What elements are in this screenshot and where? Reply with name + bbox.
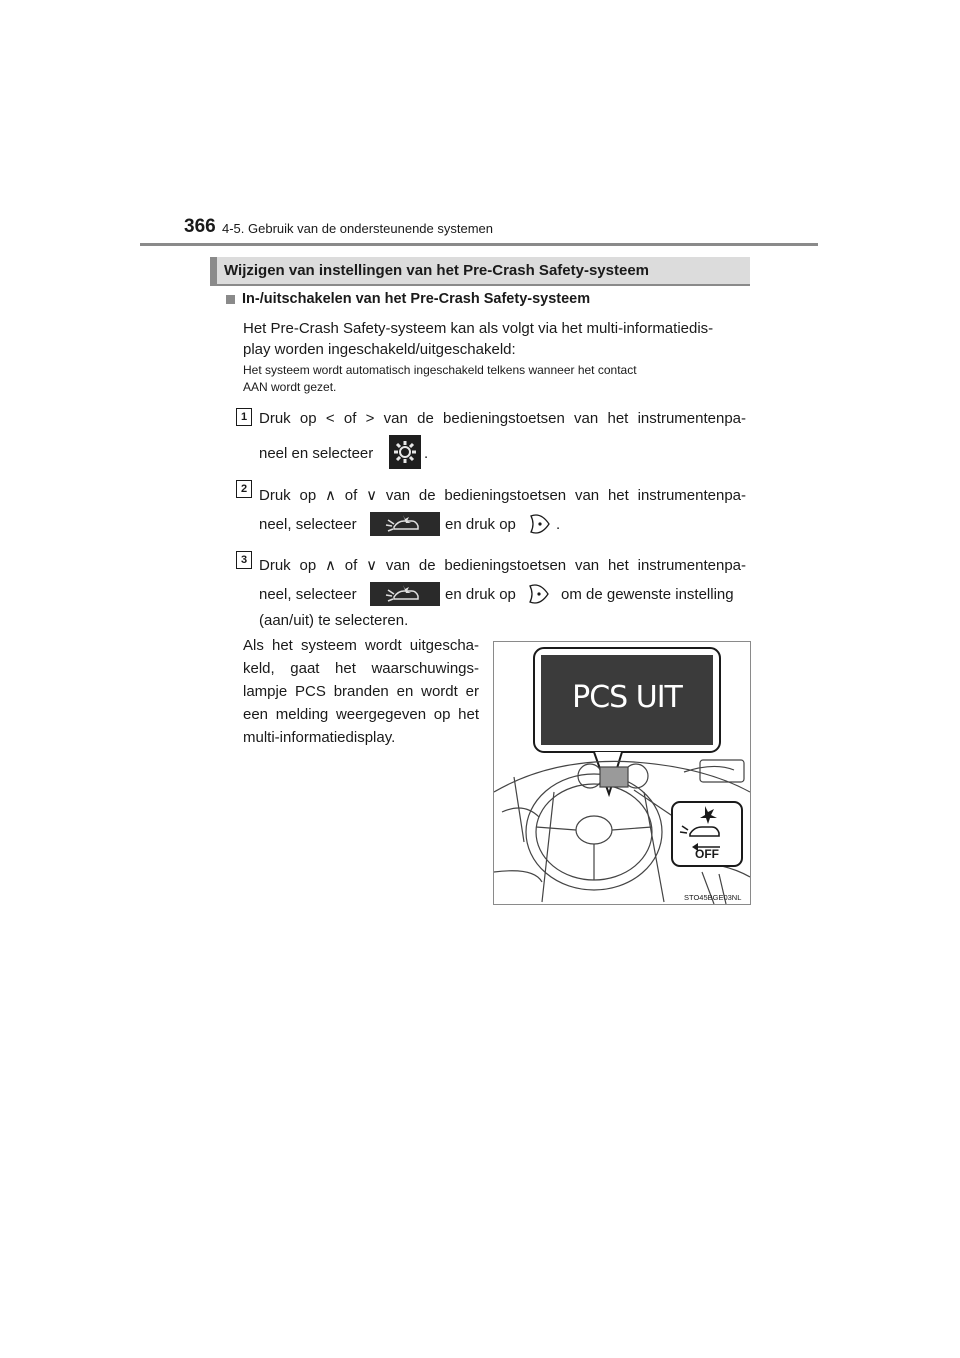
chapter-title: 4-5. Gebruik van de ondersteunende systemen bbox=[222, 221, 494, 236]
step-3-line-2-start: neel, selecteer bbox=[259, 586, 357, 603]
step-2-line-2-start: neel, selecteer bbox=[259, 516, 357, 533]
figure-code: STO45BGE03NL bbox=[684, 893, 742, 902]
subsection-title: In-/uitschakelen van het Pre-Crash Safety-systeem bbox=[242, 291, 591, 307]
step-1-line-2-end: . bbox=[424, 445, 429, 462]
step-2-number: 2 bbox=[236, 480, 252, 498]
pcs-off-indicator-label: OFF bbox=[695, 847, 719, 861]
result-line-5: multi-informatiedisplay. bbox=[243, 729, 396, 746]
step-3-line-1: Druk op ∧ of ∨ van de bedieningstoetsen van het instrumentenpa- bbox=[259, 557, 746, 574]
page-number: 366 bbox=[184, 216, 216, 237]
pcs-icon-graphic bbox=[370, 582, 440, 606]
note-line-2: AAN wordt gezet. bbox=[243, 380, 337, 394]
result-line-3: lampje PCS branden en wordt er bbox=[243, 683, 479, 700]
step-2-line-1: Druk op ∧ of ∨ van de bedieningstoetsen van het instrumentenpa- bbox=[259, 487, 746, 504]
note-line-1: Het systeem wordt automatisch ingeschakeld telkens wanneer het contact bbox=[243, 363, 637, 377]
intro-line-1: Het Pre-Crash Safety-systeem kan als volgt via het multi-informatiedis- bbox=[243, 320, 714, 337]
subsection-bullet-icon bbox=[226, 295, 235, 304]
display-message: PCS UIT bbox=[572, 680, 682, 715]
gear-icon-graphic bbox=[389, 435, 421, 469]
pcs-icon bbox=[370, 512, 440, 536]
ok-button-icon bbox=[525, 580, 553, 608]
step-1-line-2-start: neel en selecteer bbox=[259, 445, 374, 462]
step-2-line-2-middle: en druk op bbox=[445, 516, 516, 533]
result-line-1: Als het systeem wordt uitgescha- bbox=[243, 637, 479, 654]
header-divider bbox=[140, 243, 818, 246]
step-3-line-2-end: om de gewenste instelling bbox=[561, 586, 734, 603]
pcs-icon bbox=[370, 582, 440, 606]
result-line-4: een melding weergegeven op het bbox=[243, 706, 479, 723]
step-3-line-3: (aan/uit) te selecteren. bbox=[259, 612, 409, 629]
gear-icon bbox=[389, 435, 421, 469]
section-divider bbox=[210, 284, 750, 286]
dashboard-illustration bbox=[493, 641, 751, 905]
step-1-line-1: Druk op < of > van de bedieningstoetsen van het instrumentenpa- bbox=[259, 410, 746, 427]
ok-button-icon bbox=[526, 510, 554, 538]
result-line-2: keld, gaat het waarschuwings- bbox=[243, 660, 479, 677]
step-3-line-2-middle: en druk op bbox=[445, 586, 516, 603]
intro-line-2: play worden ingeschakeld/uitgeschakeld: bbox=[243, 341, 516, 358]
ok-button-icon-graphic bbox=[525, 580, 553, 608]
ok-button-icon-graphic bbox=[526, 510, 554, 538]
step-1-number: 1 bbox=[236, 408, 252, 426]
pcs-icon-graphic bbox=[370, 512, 440, 536]
step-2-line-2-end: . bbox=[556, 516, 561, 533]
section-title: Wijzigen van instellingen van het Pre-Crash Safety-systeem bbox=[224, 262, 649, 279]
step-3-number: 3 bbox=[236, 551, 252, 569]
